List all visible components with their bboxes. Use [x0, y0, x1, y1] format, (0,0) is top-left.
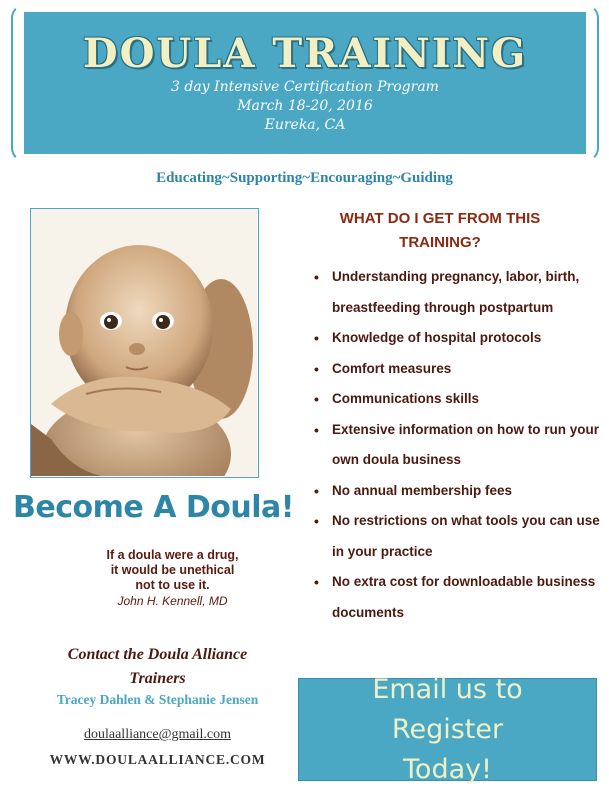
baby-photo-icon	[31, 209, 257, 476]
quote	[60, 548, 285, 593]
website-link[interactable]: WWW.DOULAALLIANCE.COM	[49, 752, 266, 767]
program-dates: March 18-20, 2016	[237, 98, 373, 114]
list-item: • Understanding pregnancy, labor, birth, breastfeeding through postpartum	[312, 262, 602, 323]
list-item: • Communications skills	[312, 384, 602, 415]
list-item: • No restrictions on what tools you can use in your practice	[312, 506, 602, 567]
page-title: DOULA TRAINING	[82, 30, 528, 77]
benefits-list	[312, 262, 602, 628]
benefits-heading	[300, 207, 580, 255]
list-item: • Knowledge of hospital protocols	[312, 323, 602, 354]
list-item: • No extra cost for downloadable business documents	[312, 567, 602, 628]
become-a-doula-heading: Become A Doula!	[13, 490, 294, 525]
contact-heading	[20, 643, 295, 691]
register-button[interactable]	[298, 673, 597, 785]
quote-line: If a doula were a drug,	[106, 548, 239, 562]
trainer-names: Tracey Dahlen & Stephanie Jensen	[56, 692, 259, 707]
list-item: • Extensive information on how to run your own doula business	[312, 415, 602, 476]
quote-line: not to use it.	[135, 578, 210, 592]
register-button-line: Today!	[403, 753, 492, 785]
benefits-heading-line: TRAINING?	[399, 234, 481, 251]
quote-line: it would be unethical	[110, 563, 235, 577]
list-item: • No annual membership fees	[312, 476, 602, 507]
email-link[interactable]: doulaalliance@gmail.com	[83, 727, 231, 742]
benefits-heading-line: WHAT DO I GET FROM THIS	[339, 210, 541, 227]
program-subtitle: 3 day Intensive Certification Program	[171, 79, 439, 95]
quote-author: John H. Kennell, MD	[117, 594, 228, 608]
contact-heading-line: Trainers	[129, 670, 186, 687]
register-button-line: Email us to Register	[372, 673, 523, 745]
register-button-label	[313, 670, 583, 790]
contact-heading-line: Contact the Doula Alliance	[67, 646, 248, 663]
program-location: Eureka, CA	[264, 117, 346, 133]
header-banner	[24, 12, 586, 154]
baby-photo	[30, 208, 259, 478]
list-item: • Comfort measures	[312, 354, 602, 385]
tagline: Educating~Supporting~Encouraging~Guiding	[156, 170, 453, 186]
